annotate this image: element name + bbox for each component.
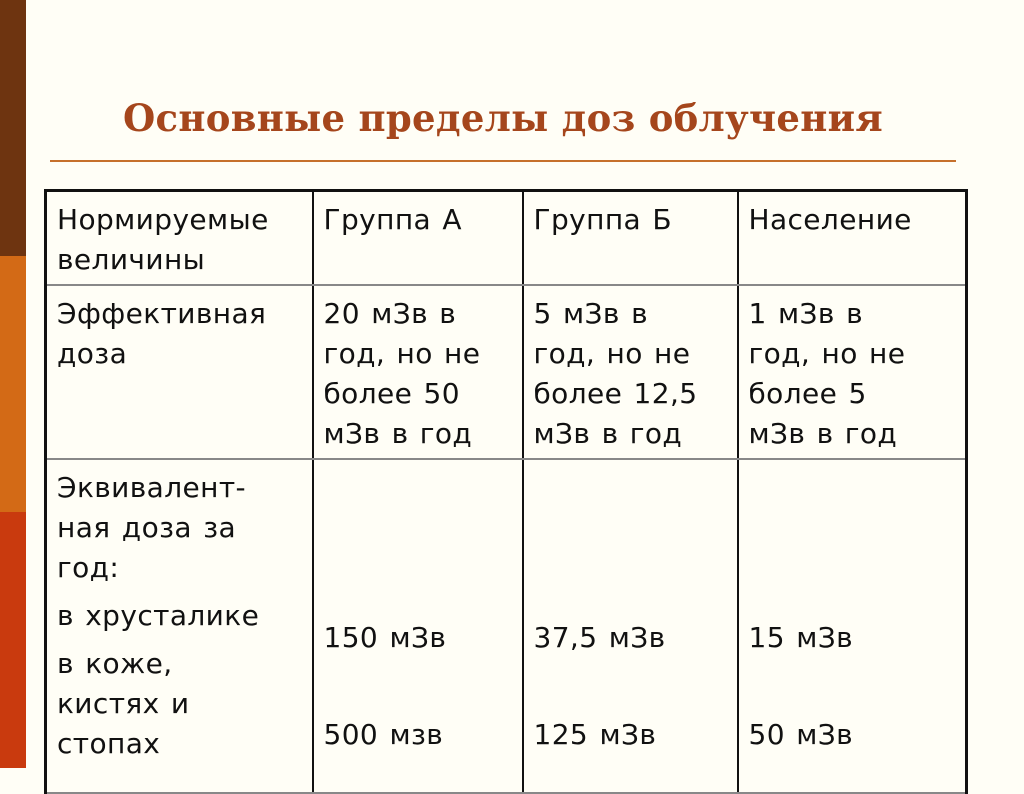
group-b-lens-value: 37,5 мЗв <box>533 621 666 654</box>
title-divider <box>50 160 956 162</box>
lens-label: в хрусталике <box>57 599 260 632</box>
effective-dose-population: 1 мЗв в год, но не более 5 мЗв в год <box>738 285 967 459</box>
equivalent-dose-label: Эквивалент- ная доза за год: <box>57 471 247 584</box>
effective-dose-row <box>46 285 967 459</box>
equivalent-dose-row <box>46 459 967 793</box>
side-bar-bottom <box>0 512 26 768</box>
equivalent-dose-population-cell <box>738 459 967 793</box>
dose-limits-table <box>44 189 968 794</box>
skin-label: в коже, кистях и стопах <box>57 647 190 760</box>
header-cell-group-a: Группа А <box>313 191 523 286</box>
group-a-lens-value: 150 мЗв <box>323 621 447 654</box>
population-lens-value: 15 мЗв <box>748 621 854 654</box>
header-cell-quantities: Нормируемые величины <box>46 191 313 286</box>
effective-dose-group-a: 20 мЗв в год, но не более 50 мЗв в год <box>313 285 523 459</box>
slide-title: Основные пределы доз облучения <box>122 96 884 140</box>
equivalent-dose-group-a-cell <box>313 459 523 793</box>
population-skin-value: 50 мЗв <box>748 718 854 751</box>
side-bar-middle <box>0 256 26 512</box>
header-cell-group-b: Группа Б <box>523 191 738 286</box>
group-a-skin-value: 500 мзв <box>323 718 444 751</box>
equivalent-dose-label-cell <box>46 459 313 793</box>
side-bar-top <box>0 0 26 256</box>
effective-dose-label: Эффективная доза <box>46 285 313 459</box>
header-cell-population: Население <box>738 191 967 286</box>
header-row <box>46 191 967 286</box>
equivalent-dose-group-b-cell <box>523 459 738 793</box>
effective-dose-group-b: 5 мЗв в год, но не более 12,5 мЗв в год <box>523 285 738 459</box>
group-b-skin-value: 125 мЗв <box>533 718 657 751</box>
